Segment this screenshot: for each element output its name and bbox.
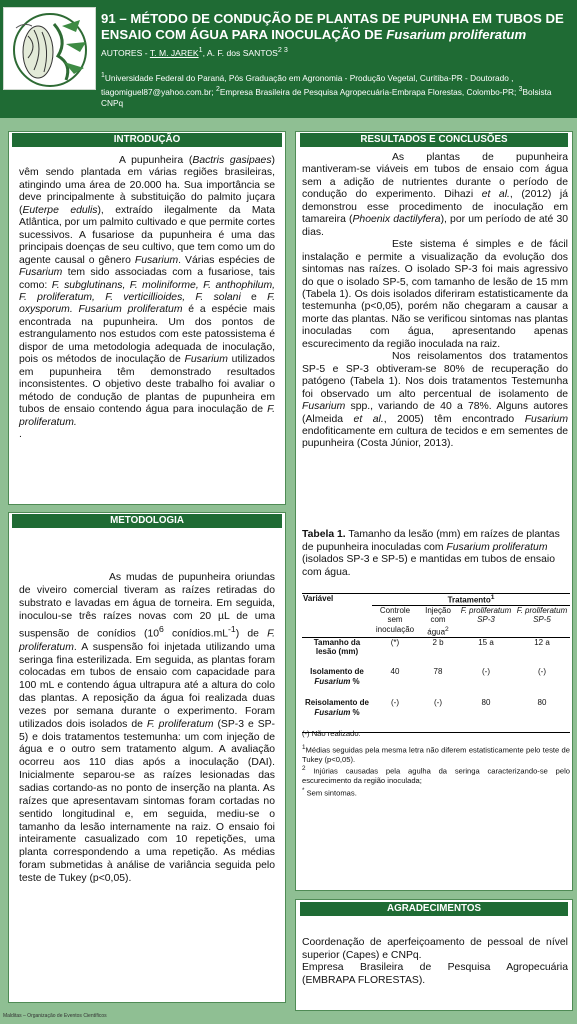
- agradecimentos-heading: AGRADECIMENTOS: [300, 902, 568, 916]
- metodologia-heading: METODOLOGIA: [12, 514, 282, 528]
- intro-heading: INTRODUÇÃO: [12, 133, 282, 147]
- table-row: Isolamento de Fusarium % 40 78 (-) (-): [310, 667, 546, 686]
- poster-title: 91 – MÉTODO DE CONDUÇÃO DE PLANTAS DE PUPUNHA EM TUBOS DE ENSAIO COM ÁGUA PARA INOCULAÇÃO DE Fusarium proliferatum: [101, 11, 564, 42]
- subheader-injecao: Injeção com água$^2$: [425, 605, 451, 637]
- event-logo-image: [3, 7, 96, 90]
- table-row: Tamanho da lesão (mm) (*) 2 b 15 a 12 a: [313, 637, 550, 657]
- resultados-text: As plantas de pupunheira mantiveram-se viáveis em tubos de ensaio com água sem a adição de nutrientes durante o período de condução do experimento. Dihazi et al., (2012) já demonstrou esse procedimento de inoculação em tamareira (Phoenix dactilyfera), por um período de até 30 dias. Este sistema é simples e de fácil instalação e permite a visualização da evolução dos sintomas nas raízes. O isolado SP-3 foi mais agressivo do que o isolado SP-5, com tamanho de lesão de 15 mm (Tabela 1). Os dois isolados diferiram estatisticamente da testemunha (p<0,05), porém não chegaram a causar a morte das plantas. Não se verificou sintomas nas plantas inoculadas com água, apresentando apenas escurecimento da região inoculada na raiz. Nos reisolamentos dos tratamentos SP-5 e SP-3 obtiveram-se 80% de recuperação do patógeno (Tabela 1). Nos dois tratamentos Testemunha foi observado um alto percentual de isolamento de Fusarium spp., variando de 40 a 78%. Alguns autores (Almeida et al., 2005) têm encontrado Fusarium endofiticamente em cultura de tecidos e em sementes de pupunheira (Costa Júnior, 2013).: [302, 152, 569, 450]
- intro-text: A pupunheira (Bactris gasipaes) vêm sendo plantada em várias regiões brasileiras, atingindo uma área de 20.000 ha. Sua importância se deve principalmente à substituição do palmito juçara (Euterpe edulis), extraído ilegalmente da Mata Atlântica, por um palmito cultivado e que permite cortes sucessivos. A fusariose da pupunheira é uma das principais doenças de seu cultivo, que tem como um do agente causal o gênero Fusarium. Várias espécies de Fusarium tem sido associadas com a fusariose, tais como: F. subglutinans, F. moliniforme, F. anthophilum, F. proliferatum, F. verticillioides, F. solani e F. oxysporum. Fusarium proliferatum é a espécie mais encontrada na pupunheira. Um dos pontos de estrangulamento nos estudos com este patossistema é dispor de uma metodologia adequada de inoculação, pois os métodos de inoculação de Fusarium utilizados em pupunheira têm demonstrado resultados inconsistentes. O objetivo deste trabalho foi avaliar o método de condução de plantas de pupunheira em tubos de ensaio contendo água para inoculação de F. proliferatum. .: [19, 155, 276, 440]
- subheader-controle: Controle sem inoculação: [375, 605, 415, 634]
- footer-credit: Malditas – Organização de Eventos Científicos: [3, 1013, 107, 1019]
- results-table: [302, 593, 570, 733]
- col-tratamento-header: Tratamento$^1$: [372, 594, 570, 606]
- col-variavel-header: Variável: [303, 594, 334, 603]
- subheader-sp5: F. proliferatum SP-5: [516, 605, 568, 625]
- table-row: Reisolamento de Fusarium % (-) (-) 80 80: [302, 698, 570, 732]
- table-caption: Tabela 1. Tamanho da lesão (mm) em raízes de plantas de pupunheira inoculadas com Fusarium proliferatum (isolados SP-3 e SP-5) e mantidas em tubos de ensaio com água.: [302, 529, 560, 578]
- metodologia-text: As mudas de pupunheira oriundas de viveiro comercial tiveram as raízes retiradas do substrato e lavadas em água de torneira. Em seguida, inoculou-se três raízes novas com 20 µL de uma suspensão de conídios ($10^6$ $conídios.mL^{-1}$) de F. proliferatum. A suspensão foi injetada utilizando uma seringa fina esterilizada. Em seguida, as plantas foram colocadas em tubos de ensaio com capacidade para 100 mL e contendo água ultrapura até a altura do colo das plantas. A reposição da água foi realizada duas vezes por semana durante o experimento. Foram utilizados dois isolados de F. proliferatum (SP-3 e SP-5) e dois tratamentos testemunha: um com injeção de água e o outro sem tratamento algum. A avaliação ocorreu aos 110 dias após a inoculação (DAI). Inicialmente separou-se as raízes lesionadas das sadias cortando-as no ponto de inserção na planta. As raízes que apresentavam sintomas foram cortadas no sentido longitudinal e, em seguida, mediu-se o tamanho da lesão internamente na raiz. O ensaio foi inteiramente casualizado com 10 repetições, uma planta correspondendo a uma repetição. As médias foram submetidas à análise de variância seguida pelo teste de Tukey (p<0,05).: [19, 572, 276, 884]
- resultados-heading: RESULTADOS E CONCLUSÕES: [300, 133, 568, 147]
- agradecimentos-text: Coordenação de aperfeiçoamento de pessoal de nível superior (Capes) e CNPq. Empresa Brasileira de Pesquisa Agropecuária (EMBRAPA FLORESTAS).: [302, 937, 568, 986]
- table-notes: (-) Não realizado. $^1$Médias seguidas pela mesma letra não diferem estatisticamente pelo teste de Tukey (p<0,05). $^2$ Injúrias causadas pela agulha da seringa caracterizando-se pelo escurecimento da região inoculada; * Sem sintomas.: [302, 729, 570, 798]
- authors-line: AUTORES - T. M. JAREK$^1$, A. F. dos $SANTOS^{2 3}$: [101, 46, 288, 58]
- subheader-sp3: F. proliferatum SP-3: [460, 605, 512, 625]
- affiliations: $^1$Universidade Federal do Paraná, Pós Graduação em Agronomia - Produção Vegetal, Curitiba-PR - Doutorado , tiagomiguel87@yahoo.com.br; $^2$Empresa Brasileira de Pesquisa Agropecuária-Embrapa Florestas, Colombo-PR; $^3$Bolsista CNPq: [101, 72, 552, 108]
- poster-header: [0, 0, 577, 118]
